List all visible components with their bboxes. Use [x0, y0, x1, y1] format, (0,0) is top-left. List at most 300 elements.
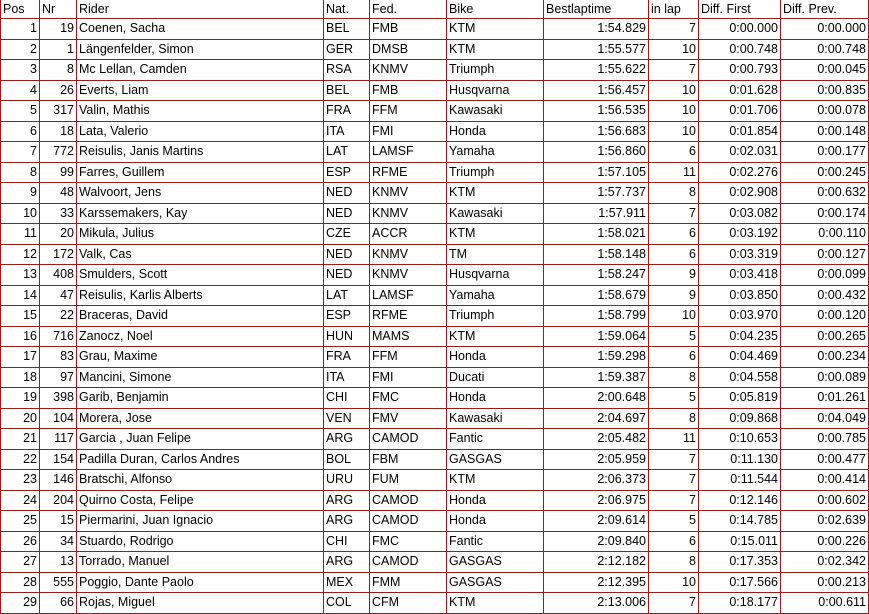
cell-in-lap: 6 — [649, 142, 699, 163]
cell-rider: Torrado, Manuel — [77, 552, 324, 573]
cell-bestlaptime: 1:58.247 — [544, 265, 649, 286]
cell-pos: 17 — [1, 347, 40, 368]
cell-diff-prev: 0:00.148 — [781, 121, 869, 142]
cell-rider: Valin, Mathis — [77, 101, 324, 122]
cell-nat: FRA — [324, 347, 370, 368]
cell-nat: LAT — [324, 285, 370, 306]
cell-bestlaptime: 1:57.105 — [544, 162, 649, 183]
table-row — [1, 408, 869, 429]
table-row — [1, 593, 869, 614]
cell-rider: Smulders, Scott — [77, 265, 324, 286]
table-row — [1, 203, 869, 224]
cell-diff-prev: 0:00.477 — [781, 449, 869, 470]
table-row — [1, 470, 869, 491]
cell-bike: KTM — [447, 593, 544, 614]
cell-nat: ARG — [324, 490, 370, 511]
cell-fed: DMSB — [370, 39, 447, 60]
cell-rider: Zanocz, Noel — [77, 326, 324, 347]
cell-bestlaptime: 2:09.614 — [544, 511, 649, 532]
cell-nr: 154 — [40, 449, 77, 470]
col-header-bike[interactable]: Bike — [447, 0, 544, 19]
cell-pos: 13 — [1, 265, 40, 286]
cell-bike: Honda — [447, 121, 544, 142]
col-header-diff-first[interactable]: Diff. First — [699, 0, 781, 19]
cell-bike: Triumph — [447, 60, 544, 81]
cell-nr: 1 — [40, 39, 77, 60]
cell-bestlaptime: 1:55.622 — [544, 60, 649, 81]
cell-nr: 99 — [40, 162, 77, 183]
cell-pos: 10 — [1, 203, 40, 224]
cell-pos: 24 — [1, 490, 40, 511]
cell-nr: 317 — [40, 101, 77, 122]
cell-pos: 9 — [1, 183, 40, 204]
cell-rider: Reisulis, Janis Martins — [77, 142, 324, 163]
cell-bike: KTM — [447, 326, 544, 347]
table-row — [1, 80, 869, 101]
cell-nat: BEL — [324, 80, 370, 101]
cell-diff-first: 0:01.706 — [699, 101, 781, 122]
cell-fed: CFM — [370, 593, 447, 614]
table-row — [1, 388, 869, 409]
cell-bike: KTM — [447, 224, 544, 245]
cell-diff-first: 0:03.418 — [699, 265, 781, 286]
cell-diff-first: 0:14.785 — [699, 511, 781, 532]
cell-diff-first: 0:00.793 — [699, 60, 781, 81]
cell-bike: Triumph — [447, 162, 544, 183]
cell-bestlaptime: 2:05.959 — [544, 449, 649, 470]
cell-diff-prev: 0:02.639 — [781, 511, 869, 532]
cell-nr: 15 — [40, 511, 77, 532]
cell-rider: Karssemakers, Kay — [77, 203, 324, 224]
cell-in-lap: 10 — [649, 121, 699, 142]
cell-bestlaptime: 1:54.829 — [544, 19, 649, 40]
cell-bike: KTM — [447, 183, 544, 204]
cell-pos: 4 — [1, 80, 40, 101]
cell-pos: 11 — [1, 224, 40, 245]
table-row — [1, 60, 869, 81]
cell-bike: KTM — [447, 470, 544, 491]
cell-diff-prev: 0:00.234 — [781, 347, 869, 368]
table-row — [1, 183, 869, 204]
cell-rider: Grau, Maxime — [77, 347, 324, 368]
cell-fed: KNMV — [370, 265, 447, 286]
col-header-fed[interactable]: Fed. — [370, 0, 447, 19]
cell-diff-prev: 0:00.245 — [781, 162, 869, 183]
cell-fed: FMB — [370, 80, 447, 101]
cell-nr: 172 — [40, 244, 77, 265]
cell-diff-prev: 0:00.785 — [781, 429, 869, 450]
col-header-pos[interactable]: Pos — [1, 0, 40, 19]
table-row — [1, 367, 869, 388]
cell-pos: 7 — [1, 142, 40, 163]
cell-diff-first: 0:03.319 — [699, 244, 781, 265]
cell-rider: Everts, Liam — [77, 80, 324, 101]
cell-bestlaptime: 2:12.182 — [544, 552, 649, 573]
cell-fed: FUM — [370, 470, 447, 491]
cell-fed: FMI — [370, 121, 447, 142]
cell-fed: CAMOD — [370, 490, 447, 511]
cell-nat: ITA — [324, 367, 370, 388]
cell-pos: 8 — [1, 162, 40, 183]
cell-diff-prev: 0:00.177 — [781, 142, 869, 163]
cell-diff-prev: 0:00.414 — [781, 470, 869, 491]
cell-fed: FMM — [370, 572, 447, 593]
cell-bike: Kawasaki — [447, 408, 544, 429]
cell-fed: KNMV — [370, 183, 447, 204]
cell-in-lap: 8 — [649, 183, 699, 204]
col-header-diff-prev[interactable]: Diff. Prev. — [781, 0, 869, 19]
cell-fed: RFME — [370, 162, 447, 183]
cell-fed: LAMSF — [370, 285, 447, 306]
cell-diff-first: 0:05.819 — [699, 388, 781, 409]
cell-in-lap: 8 — [649, 552, 699, 573]
cell-bestlaptime: 2:12.395 — [544, 572, 649, 593]
cell-bike: Kawasaki — [447, 203, 544, 224]
cell-fed: FFM — [370, 101, 447, 122]
table-row — [1, 39, 869, 60]
cell-in-lap: 11 — [649, 429, 699, 450]
cell-diff-prev: 0:00.078 — [781, 101, 869, 122]
cell-nat: LAT — [324, 142, 370, 163]
cell-diff-prev: 0:00.089 — [781, 367, 869, 388]
table-row — [1, 449, 869, 470]
cell-bestlaptime: 1:56.860 — [544, 142, 649, 163]
cell-fed: CAMOD — [370, 429, 447, 450]
cell-bestlaptime: 2:09.840 — [544, 531, 649, 552]
col-header-nr[interactable]: Nr — [40, 0, 77, 19]
cell-nr: 204 — [40, 490, 77, 511]
cell-diff-prev: 0:00.045 — [781, 60, 869, 81]
table-row — [1, 101, 869, 122]
cell-in-lap: 6 — [649, 244, 699, 265]
cell-diff-first: 0:04.469 — [699, 347, 781, 368]
cell-rider: Mikula, Julius — [77, 224, 324, 245]
table-row — [1, 19, 869, 40]
cell-bike: Triumph — [447, 306, 544, 327]
cell-nat: NED — [324, 244, 370, 265]
cell-in-lap: 7 — [649, 470, 699, 491]
cell-rider: Lata, Valerio — [77, 121, 324, 142]
cell-diff-prev: 0:02.342 — [781, 552, 869, 573]
cell-pos: 23 — [1, 470, 40, 491]
cell-diff-first: 0:10.653 — [699, 429, 781, 450]
cell-nr: 97 — [40, 367, 77, 388]
cell-diff-first: 0:03.082 — [699, 203, 781, 224]
cell-fed: FMB — [370, 19, 447, 40]
cell-rider: Stuardo, Rodrigo — [77, 531, 324, 552]
cell-nat: VEN — [324, 408, 370, 429]
cell-bike: Honda — [447, 347, 544, 368]
cell-rider: Rojas, Miguel — [77, 593, 324, 614]
cell-fed: ACCR — [370, 224, 447, 245]
cell-rider: Bratschi, Alfonso — [77, 470, 324, 491]
cell-diff-first: 0:03.850 — [699, 285, 781, 306]
table-row — [1, 121, 869, 142]
cell-nat: ITA — [324, 121, 370, 142]
cell-fed: MAMS — [370, 326, 447, 347]
cell-rider: Valk, Cas — [77, 244, 324, 265]
cell-pos: 12 — [1, 244, 40, 265]
cell-diff-prev: 0:00.611 — [781, 593, 869, 614]
cell-rider: Reisulis, Karlis Alberts — [77, 285, 324, 306]
cell-nr: 716 — [40, 326, 77, 347]
cell-in-lap: 9 — [649, 265, 699, 286]
cell-diff-first: 0:00.000 — [699, 19, 781, 40]
cell-nat: FRA — [324, 101, 370, 122]
col-header-rider[interactable]: Rider — [77, 0, 324, 19]
cell-bestlaptime: 1:58.679 — [544, 285, 649, 306]
cell-diff-first: 0:17.353 — [699, 552, 781, 573]
cell-bestlaptime: 1:59.387 — [544, 367, 649, 388]
cell-fed: FMI — [370, 367, 447, 388]
cell-nat: COL — [324, 593, 370, 614]
cell-diff-prev: 0:00.127 — [781, 244, 869, 265]
cell-pos: 16 — [1, 326, 40, 347]
cell-nr: 48 — [40, 183, 77, 204]
cell-fed: FBM — [370, 449, 447, 470]
cell-bestlaptime: 1:56.535 — [544, 101, 649, 122]
cell-bestlaptime: 1:58.021 — [544, 224, 649, 245]
cell-nr: 8 — [40, 60, 77, 81]
cell-nr: 408 — [40, 265, 77, 286]
cell-nat: MEX — [324, 572, 370, 593]
cell-bike: Kawasaki — [447, 101, 544, 122]
cell-fed: FFM — [370, 347, 447, 368]
cell-rider: Garib, Benjamin — [77, 388, 324, 409]
cell-bestlaptime: 1:56.457 — [544, 80, 649, 101]
cell-fed: FMC — [370, 388, 447, 409]
cell-diff-prev: 0:04.049 — [781, 408, 869, 429]
cell-bike: KTM — [447, 19, 544, 40]
cell-in-lap: 5 — [649, 388, 699, 409]
cell-diff-prev: 0:00.748 — [781, 39, 869, 60]
cell-nr: 13 — [40, 552, 77, 573]
cell-in-lap: 10 — [649, 572, 699, 593]
cell-bike: Yamaha — [447, 142, 544, 163]
table-row — [1, 347, 869, 368]
cell-pos: 29 — [1, 593, 40, 614]
cell-diff-prev: 0:00.099 — [781, 265, 869, 286]
cell-pos: 2 — [1, 39, 40, 60]
cell-bike: KTM — [447, 39, 544, 60]
cell-fed: KNMV — [370, 203, 447, 224]
cell-nat: HUN — [324, 326, 370, 347]
cell-bestlaptime: 1:57.737 — [544, 183, 649, 204]
cell-bike: Honda — [447, 511, 544, 532]
cell-in-lap: 6 — [649, 347, 699, 368]
cell-diff-first: 0:17.566 — [699, 572, 781, 593]
table-row — [1, 490, 869, 511]
cell-nr: 26 — [40, 80, 77, 101]
col-header-nat[interactable]: Nat. — [324, 0, 370, 19]
cell-bestlaptime: 1:57.911 — [544, 203, 649, 224]
cell-nr: 117 — [40, 429, 77, 450]
cell-nr: 66 — [40, 593, 77, 614]
cell-nat: BEL — [324, 19, 370, 40]
cell-nat: BOL — [324, 449, 370, 470]
cell-nat: ARG — [324, 552, 370, 573]
cell-diff-first: 0:02.031 — [699, 142, 781, 163]
table-row — [1, 572, 869, 593]
table-row — [1, 265, 869, 286]
cell-pos: 18 — [1, 367, 40, 388]
cell-nr: 22 — [40, 306, 77, 327]
cell-nat: CHI — [324, 531, 370, 552]
cell-in-lap: 6 — [649, 531, 699, 552]
cell-pos: 21 — [1, 429, 40, 450]
cell-diff-prev: 0:00.110 — [781, 224, 869, 245]
cell-nr: 18 — [40, 121, 77, 142]
cell-nat: ARG — [324, 511, 370, 532]
results-body — [1, 19, 869, 614]
cell-bike: Honda — [447, 490, 544, 511]
cell-bestlaptime: 1:55.577 — [544, 39, 649, 60]
cell-nr: 34 — [40, 531, 77, 552]
cell-nat: NED — [324, 203, 370, 224]
cell-nat: URU — [324, 470, 370, 491]
cell-diff-prev: 0:00.000 — [781, 19, 869, 40]
cell-fed: RFME — [370, 306, 447, 327]
cell-diff-prev: 0:00.265 — [781, 326, 869, 347]
cell-rider: Padilla Duran, Carlos Andres — [77, 449, 324, 470]
cell-nr: 20 — [40, 224, 77, 245]
cell-pos: 3 — [1, 60, 40, 81]
cell-rider: Quirno Costa, Felipe — [77, 490, 324, 511]
cell-diff-prev: 0:00.632 — [781, 183, 869, 204]
cell-diff-first: 0:15.011 — [699, 531, 781, 552]
cell-nr: 83 — [40, 347, 77, 368]
cell-in-lap: 7 — [649, 449, 699, 470]
cell-in-lap: 10 — [649, 306, 699, 327]
cell-nr: 772 — [40, 142, 77, 163]
cell-nr: 398 — [40, 388, 77, 409]
cell-nr: 146 — [40, 470, 77, 491]
cell-nat: ESP — [324, 306, 370, 327]
cell-diff-prev: 0:00.432 — [781, 285, 869, 306]
cell-diff-first: 0:18.177 — [699, 593, 781, 614]
cell-in-lap: 8 — [649, 408, 699, 429]
table-row — [1, 244, 869, 265]
cell-bestlaptime: 2:13.006 — [544, 593, 649, 614]
cell-bike: GASGAS — [447, 449, 544, 470]
table-row — [1, 162, 869, 183]
cell-pos: 19 — [1, 388, 40, 409]
cell-in-lap: 5 — [649, 511, 699, 532]
cell-nat: ESP — [324, 162, 370, 183]
cell-in-lap: 7 — [649, 60, 699, 81]
cell-pos: 15 — [1, 306, 40, 327]
cell-diff-prev: 0:01.261 — [781, 388, 869, 409]
cell-nat: RSA — [324, 60, 370, 81]
cell-diff-first: 0:09.868 — [699, 408, 781, 429]
cell-diff-first: 0:04.235 — [699, 326, 781, 347]
cell-fed: CAMOD — [370, 552, 447, 573]
cell-diff-first: 0:01.854 — [699, 121, 781, 142]
cell-diff-prev: 0:00.602 — [781, 490, 869, 511]
cell-nat: NED — [324, 265, 370, 286]
cell-fed: LAMSF — [370, 142, 447, 163]
cell-bestlaptime: 2:06.373 — [544, 470, 649, 491]
cell-bestlaptime: 1:56.683 — [544, 121, 649, 142]
cell-in-lap: 8 — [649, 367, 699, 388]
cell-diff-prev: 0:00.226 — [781, 531, 869, 552]
cell-diff-prev: 0:00.174 — [781, 203, 869, 224]
cell-rider: Mc Lellan, Camden — [77, 60, 324, 81]
table-row — [1, 511, 869, 532]
cell-nr: 47 — [40, 285, 77, 306]
cell-diff-first: 0:02.908 — [699, 183, 781, 204]
cell-nat: ARG — [324, 429, 370, 450]
cell-fed: FMC — [370, 531, 447, 552]
cell-fed: FMV — [370, 408, 447, 429]
cell-in-lap: 10 — [649, 39, 699, 60]
cell-diff-first: 0:01.628 — [699, 80, 781, 101]
cell-nr: 555 — [40, 572, 77, 593]
cell-diff-first: 0:00.748 — [699, 39, 781, 60]
cell-in-lap: 5 — [649, 326, 699, 347]
cell-diff-first: 0:11.544 — [699, 470, 781, 491]
col-header-bestlaptime[interactable]: Bestlaptime — [544, 0, 649, 19]
cell-rider: Coenen, Sacha — [77, 19, 324, 40]
cell-in-lap: 10 — [649, 101, 699, 122]
cell-fed: KNMV — [370, 60, 447, 81]
cell-diff-first: 0:12.146 — [699, 490, 781, 511]
cell-rider: Garcia , Juan Felipe — [77, 429, 324, 450]
cell-bike: Husqvarna — [447, 80, 544, 101]
cell-bestlaptime: 2:05.482 — [544, 429, 649, 450]
header-row — [1, 0, 869, 19]
cell-in-lap: 9 — [649, 285, 699, 306]
cell-rider: Längenfelder, Simon — [77, 39, 324, 60]
cell-bike: Fantic — [447, 429, 544, 450]
cell-pos: 28 — [1, 572, 40, 593]
cell-rider: Walvoort, Jens — [77, 183, 324, 204]
cell-bestlaptime: 1:59.064 — [544, 326, 649, 347]
cell-bike: Honda — [447, 388, 544, 409]
cell-nat: GER — [324, 39, 370, 60]
cell-pos: 14 — [1, 285, 40, 306]
cell-nat: CHI — [324, 388, 370, 409]
cell-in-lap: 7 — [649, 490, 699, 511]
cell-bestlaptime: 1:58.799 — [544, 306, 649, 327]
cell-nr: 104 — [40, 408, 77, 429]
cell-diff-prev: 0:00.120 — [781, 306, 869, 327]
cell-diff-first: 0:04.558 — [699, 367, 781, 388]
cell-bike: Fantic — [447, 531, 544, 552]
cell-diff-first: 0:11.130 — [699, 449, 781, 470]
cell-bestlaptime: 1:59.298 — [544, 347, 649, 368]
cell-bike: Ducati — [447, 367, 544, 388]
table-row — [1, 285, 869, 306]
cell-bike: TM — [447, 244, 544, 265]
table-row — [1, 224, 869, 245]
col-header-in-lap[interactable]: in lap — [649, 0, 699, 19]
cell-diff-first: 0:02.276 — [699, 162, 781, 183]
cell-bestlaptime: 2:04.697 — [544, 408, 649, 429]
cell-bestlaptime: 2:00.648 — [544, 388, 649, 409]
cell-pos: 20 — [1, 408, 40, 429]
cell-rider: Braceras, David — [77, 306, 324, 327]
cell-nr: 33 — [40, 203, 77, 224]
cell-diff-prev: 0:00.835 — [781, 80, 869, 101]
cell-pos: 25 — [1, 511, 40, 532]
cell-rider: Farres, Guillem — [77, 162, 324, 183]
cell-rider: Piermarini, Juan Ignacio — [77, 511, 324, 532]
cell-in-lap: 6 — [649, 224, 699, 245]
cell-bestlaptime: 2:06.975 — [544, 490, 649, 511]
cell-pos: 22 — [1, 449, 40, 470]
cell-pos: 6 — [1, 121, 40, 142]
